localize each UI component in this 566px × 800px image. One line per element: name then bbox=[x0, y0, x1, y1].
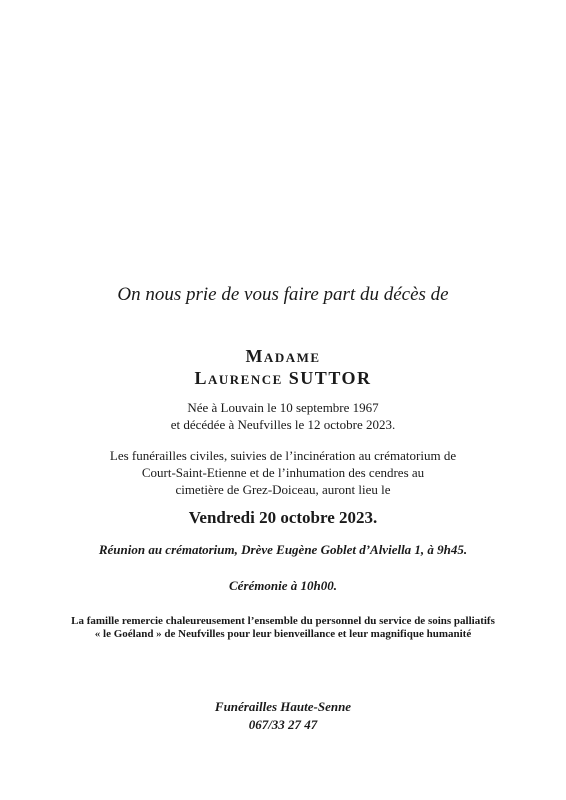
ceremony-time: Cérémonie à 10h00. bbox=[229, 578, 337, 593]
honorific: Madame bbox=[245, 346, 321, 366]
intro-text: On nous prie de vous faire part du décès de bbox=[117, 284, 449, 305]
surname: SUTTOR bbox=[288, 368, 372, 388]
funeral-date: Vendredi 20 octobre 2023. bbox=[188, 508, 378, 527]
meeting-info: Réunion au crématorium, Drève Eugène Goblet d’Alviella 1, à 9h45. bbox=[98, 542, 468, 557]
deceased-name bbox=[0, 368, 566, 389]
death-line: et décédée à Neufvilles le 12 octobre 2023. bbox=[170, 417, 396, 432]
birth-line: Née à Louvain le 10 septembre 1967 bbox=[187, 400, 379, 415]
funeral-line-1: Les funérailles civiles, suivies de l’incinération au crématorium de bbox=[109, 448, 457, 463]
thanks-line-2: « le Goéland » de Neufvilles pour leur bienveillance et leur magnifique humanité bbox=[94, 628, 472, 640]
funeral-line-2: Court-Saint-Etienne et de l’inhumation des cendres au bbox=[141, 465, 425, 480]
given-name: Laurence bbox=[194, 368, 283, 388]
funeral-home-phone: 067/33 27 47 bbox=[248, 717, 318, 732]
funeral-home-name: Funérailles Haute-Senne bbox=[214, 699, 352, 714]
funeral-line-3: cimetière de Grez-Doiceau, auront lieu le bbox=[175, 482, 391, 497]
thanks-line-1: La famille remercie chaleureusement l’ensemble du personnel du service de soins palliatifs bbox=[71, 615, 495, 627]
